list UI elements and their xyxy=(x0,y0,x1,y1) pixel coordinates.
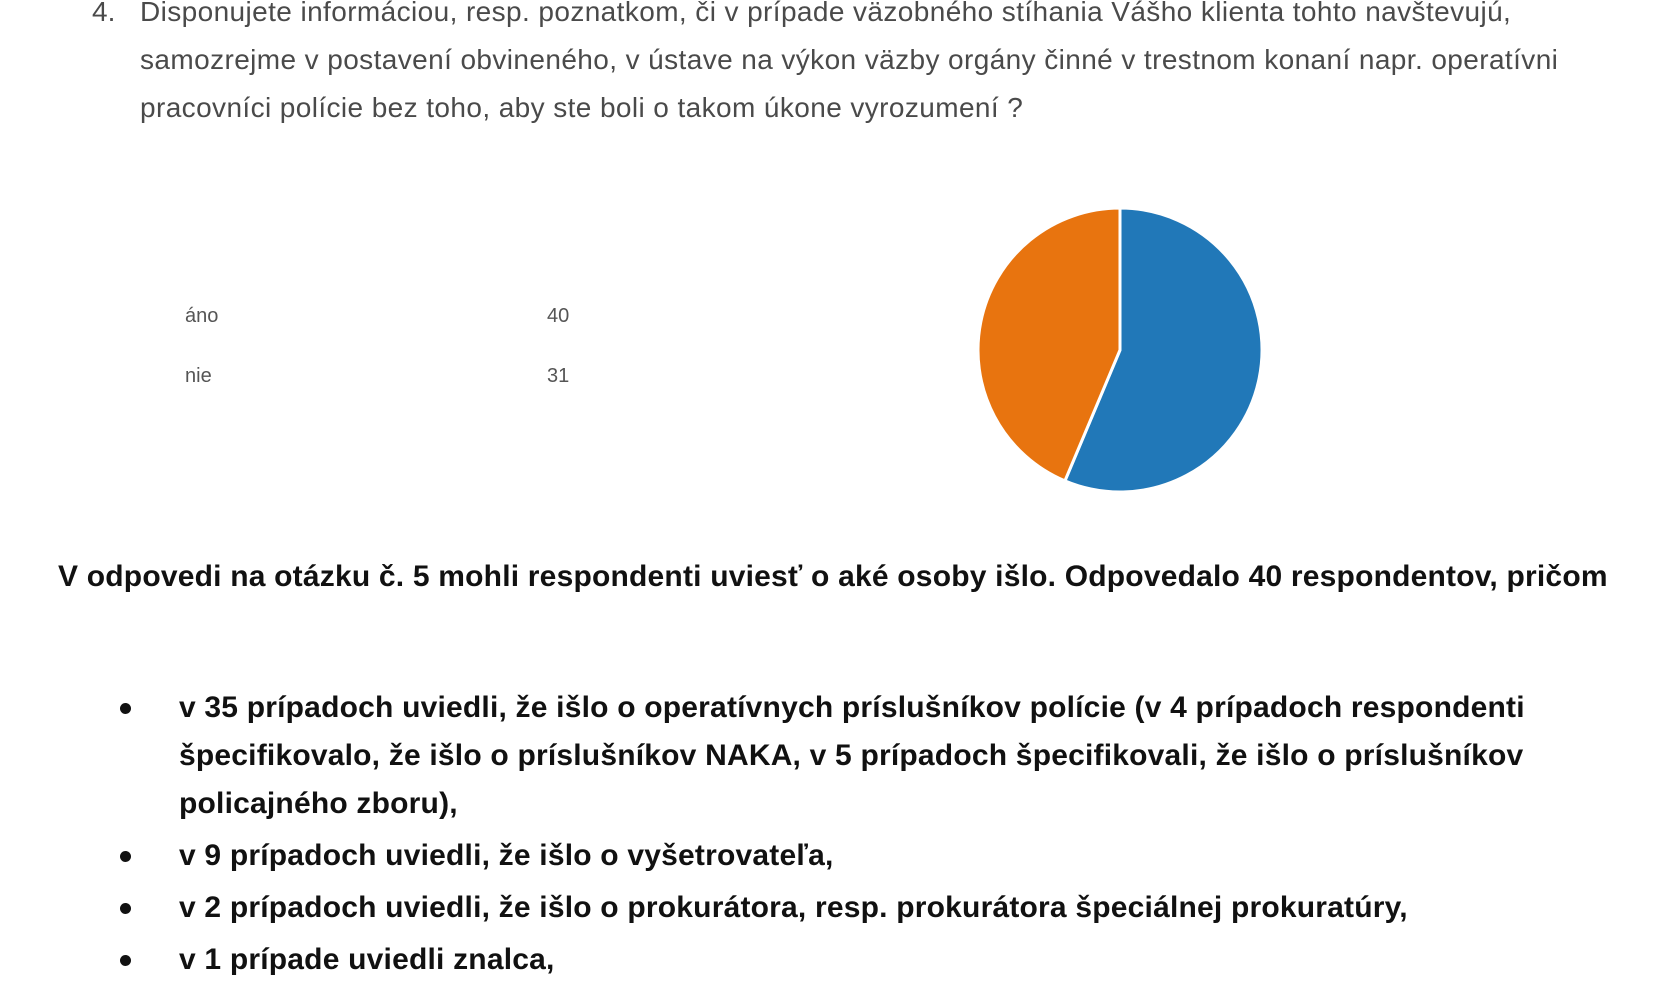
legend-value: 40 xyxy=(547,305,570,327)
legend-row-ano xyxy=(185,305,585,365)
question-number: 4. xyxy=(92,0,116,27)
pie-chart xyxy=(970,200,1270,500)
list-item xyxy=(0,936,1619,984)
bullet-dot xyxy=(120,903,131,914)
list-item-text: v 35 prípadoch uviedli, že išlo o operatívnych príslušníkov polície (v 4 prípadoch respondenti špecifikovalo, že išlo o príslušníkov NAKA, v 5 prípadoch špecifikovali, že išlo o príslušníkov policajného zboru), xyxy=(179,691,1525,820)
bullet-dot xyxy=(120,955,131,966)
legend-value: 31 xyxy=(547,365,570,387)
legend-row-nie xyxy=(185,365,585,425)
bullet-dot xyxy=(120,851,131,862)
legend-label: áno xyxy=(185,305,219,327)
list-item-text: v 9 prípadoch uviedli, že išlo o vyšetrovateľa, xyxy=(179,839,834,872)
list-item xyxy=(0,684,1619,828)
answer-intro: V odpovedi na otázku č. 5 mohli respondenti uviesť o aké osoby išlo. Odpovedalo 40 respondentov, pričom xyxy=(58,560,1608,593)
chart-legend xyxy=(185,305,585,425)
bullet-list xyxy=(0,684,1680,988)
list-item xyxy=(0,884,1619,932)
list-item-text: v 1 prípade uviedli znalca, xyxy=(179,943,555,976)
list-item-text: v 2 prípadoch uviedli, že išlo o prokurátora, resp. prokurátora špeciálnej prokuratúry, xyxy=(179,891,1408,924)
bullet-dot xyxy=(120,703,131,714)
question-text: Disponujete informáciou, resp. poznatkom, či v prípade väzobného stíhania Vášho klienta tohto navštevujú, samozrejme v postavení obvineného, v ústave na výkon väzby orgány činné v trestnom konaní napr. operatívni pracovníci polície bez toho, aby ste boli o takom úkone vyrozumení ? xyxy=(140,0,1559,123)
legend-label: nie xyxy=(185,365,212,387)
list-item xyxy=(0,832,1619,880)
